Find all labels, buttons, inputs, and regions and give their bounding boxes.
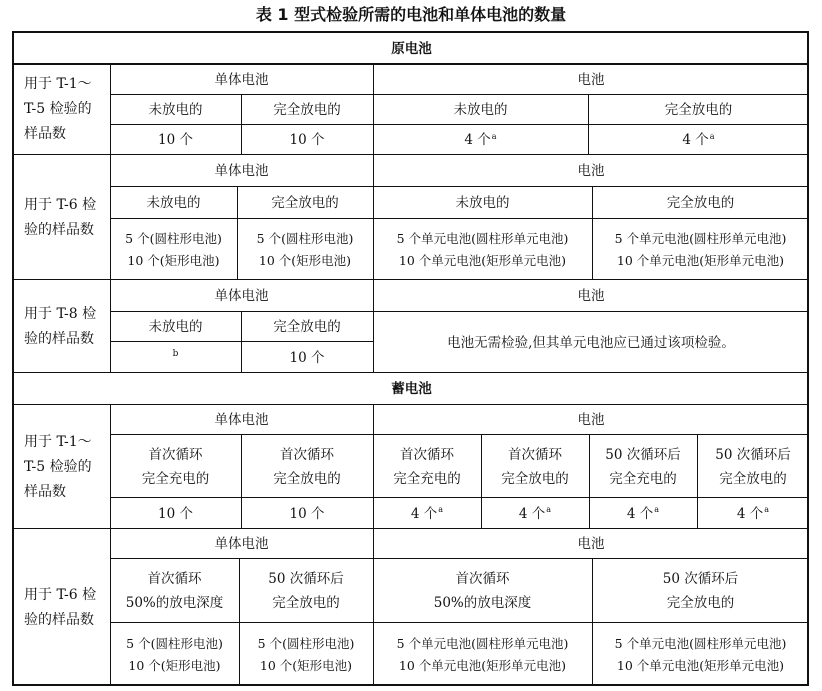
header-line: 50 次循环后 — [715, 446, 791, 463]
header-line: 首次循环 — [147, 571, 202, 587]
header-line: 50%的放电深度 — [125, 595, 224, 611]
grid-line — [14, 528, 809, 529]
value-cell — [481, 498, 589, 529]
row-label-line: 用于 T-1～ — [24, 433, 92, 450]
value-cell — [588, 125, 809, 155]
value-cell: 10 个 — [158, 505, 193, 522]
row-label-primary-t1t5 — [14, 64, 110, 155]
col-header-discharged: 完全放电的 — [666, 195, 735, 211]
group-header-single-cell: 单体电池 — [214, 288, 269, 304]
col-header-undischarged: 未放电的 — [148, 319, 203, 335]
row-label-primary-t8 — [14, 280, 110, 373]
value-line: 5 个单元电池(圆柱形单元电池) — [396, 230, 569, 246]
row-label-primary-t6 — [14, 155, 110, 280]
col-header-first-cycle-charged — [110, 435, 241, 498]
header-line: 首次循环 — [455, 571, 510, 587]
grid-line — [481, 435, 482, 529]
group-header-battery: 电池 — [577, 288, 605, 304]
col-header-first-cycle-50pct-dod — [110, 559, 239, 623]
grid-line — [110, 405, 111, 686]
footnote-mark-a: a — [709, 131, 715, 141]
header-line: 完全放电的 — [666, 595, 735, 611]
grid-line — [697, 435, 698, 529]
grid-line — [110, 558, 809, 559]
col-header-undischarged: 未放电的 — [148, 102, 203, 118]
value-cell — [239, 623, 373, 686]
col-header-first-cycle-discharged — [481, 435, 589, 498]
value-line: 5 个(圆柱形电池) — [125, 230, 222, 246]
grid-line — [373, 405, 374, 686]
value-cell — [373, 623, 592, 686]
row-label-secondary-t1t5 — [14, 405, 110, 529]
header-line: 完全放电的 — [273, 470, 341, 487]
value-text: 4 个 — [682, 132, 709, 148]
group-header-battery: 电池 — [577, 163, 605, 179]
header-line: 完全充电的 — [141, 470, 210, 487]
value-text: 4 个 — [626, 505, 654, 522]
value-text: 4 个 — [410, 505, 438, 522]
value-line: 10 个(矩形电池) — [128, 657, 221, 673]
col-header-50-cycles-discharged — [592, 559, 809, 623]
value-line: 10 个单元电池(矩形单元电池) — [398, 252, 567, 268]
col-header-discharged: 完全放电的 — [664, 102, 733, 118]
header-line: 50 次循环后 — [268, 571, 344, 587]
value-text: 4 个 — [518, 505, 546, 522]
row-label-secondary-t6 — [14, 529, 110, 686]
col-header-undischarged: 未放电的 — [453, 102, 508, 118]
group-header-battery: 电池 — [577, 536, 605, 552]
footnote-mark-a: a — [491, 131, 497, 141]
value-cell — [237, 219, 373, 280]
grid-line — [592, 187, 593, 280]
header-line: 首次循环 — [280, 446, 334, 463]
col-header-50-cycles-discharged — [239, 559, 373, 623]
grid-line — [14, 279, 809, 280]
row-label-line: 样品数 — [24, 483, 66, 500]
group-header-single-cell: 单体电池 — [214, 71, 269, 88]
value-cell — [697, 498, 809, 529]
section-header-secondary: 蓄电池 — [391, 381, 432, 397]
row-label-line: 用于 T-6 检 — [24, 586, 97, 603]
col-header-50-cycles-charged — [589, 435, 697, 498]
col-header-discharged: 完全放电的 — [273, 319, 341, 335]
footnote-mark-a: a — [654, 505, 660, 514]
header-line: 完全充电的 — [393, 470, 461, 487]
grid-line — [588, 95, 589, 155]
header-line: 50%的放电深度 — [433, 595, 532, 611]
col-header-undischarged: 未放电的 — [455, 195, 510, 211]
row-label-line: 样品数 — [24, 126, 66, 142]
group-header-battery: 电池 — [577, 412, 605, 428]
footnote-mark-b: b — [172, 348, 179, 359]
section-header-primary: 原电池 — [391, 40, 432, 57]
grid-line — [110, 622, 809, 623]
grid-line — [110, 311, 809, 312]
header-line: 首次循环 — [508, 446, 562, 463]
grid-line — [241, 95, 242, 155]
value-line: 10 个单元电池(矩形单元电池) — [616, 657, 785, 673]
row-label-line: 验的样品数 — [24, 611, 94, 628]
row-label-line: 用于 T-1～ — [24, 76, 92, 92]
value-cell — [592, 623, 809, 686]
header-line: 完全充电的 — [609, 470, 677, 487]
value-cell: 10 个 — [289, 349, 325, 366]
group-header-single-cell: 单体电池 — [214, 412, 269, 428]
header-line: 首次循环 — [400, 446, 454, 463]
col-header-discharged: 完全放电的 — [273, 102, 341, 118]
value-line: 5 个单元电池(圆柱形单元电池) — [614, 635, 787, 651]
value-cell — [589, 498, 697, 529]
value-line: 5 个(圆柱形电池) — [256, 230, 354, 246]
value-line: 5 个单元电池(圆柱形单元电池) — [396, 635, 569, 651]
value-cell — [110, 623, 239, 686]
grid-line — [589, 435, 590, 529]
footnote-mark-a: a — [764, 505, 770, 514]
group-header-single-cell: 单体电池 — [214, 536, 269, 552]
grid-line — [239, 559, 240, 686]
grid-line — [14, 63, 809, 65]
grid-line — [110, 218, 809, 219]
value-cell — [110, 219, 237, 280]
table-title: 表 1 型式检验所需的电池和单体电池的数量 — [255, 5, 567, 24]
battery-note: 电池无需检验,但其单元电池应已通过该项检验。 — [447, 334, 735, 351]
header-line: 50 次循环后 — [662, 571, 739, 587]
value-line: 10 个(矩形电池) — [259, 657, 353, 673]
group-header-battery: 电池 — [577, 71, 605, 88]
grid-line — [373, 64, 374, 373]
header-line: 完全放电的 — [272, 595, 340, 611]
header-line: 首次循环 — [148, 446, 203, 463]
grid-line — [14, 404, 809, 405]
value-line: 10 个(矩形电池) — [258, 252, 352, 268]
value-text: 4 个 — [736, 505, 764, 522]
row-label-line: 验的样品数 — [24, 330, 94, 347]
value-cell — [373, 219, 592, 280]
row-label-line: T-5 检验的 — [24, 458, 92, 475]
row-label-line: 验的样品数 — [24, 221, 94, 238]
grid-line — [110, 186, 809, 187]
grid-line — [110, 64, 111, 373]
header-line: 50 次循环后 — [605, 446, 681, 463]
header-line: 完全放电的 — [719, 470, 787, 487]
grid-line — [592, 559, 593, 686]
value-cell: 10 个 — [289, 505, 325, 522]
grid-line — [110, 497, 809, 498]
value-line: 5 个(圆柱形电池) — [257, 635, 355, 651]
grid-line — [241, 435, 242, 529]
value-text: 4 个 — [464, 132, 491, 148]
value-line: 5 个单元电池(圆柱形单元电池) — [614, 230, 787, 246]
col-header-discharged: 完全放电的 — [271, 195, 339, 211]
grid-line — [14, 154, 809, 155]
value-cell — [110, 342, 241, 373]
col-header-undischarged: 未放电的 — [146, 195, 201, 211]
grid-line — [14, 372, 809, 373]
sample-quantity-table — [12, 31, 809, 686]
footnote-mark-a: a — [438, 505, 444, 514]
col-header-first-cycle-50pct-dod — [373, 559, 592, 623]
row-label-line: T-5 检验的 — [24, 101, 92, 117]
col-header-first-cycle-discharged — [241, 435, 373, 498]
grid-line — [237, 187, 238, 280]
grid-line — [110, 434, 809, 435]
footnote-mark-a: a — [546, 505, 552, 514]
row-label-line: 用于 T-6 检 — [24, 196, 97, 213]
value-cell — [373, 498, 481, 529]
col-header-50-cycles-discharged — [697, 435, 809, 498]
value-cell: 10 个 — [289, 132, 325, 148]
row-label-line: 用于 T-8 检 — [24, 305, 97, 322]
group-header-single-cell: 单体电池 — [214, 163, 269, 179]
value-cell — [592, 219, 809, 280]
grid-line — [241, 312, 242, 373]
header-line: 完全放电的 — [501, 470, 569, 487]
value-line: 10 个单元电池(矩形单元电池) — [616, 252, 785, 268]
value-cell — [373, 125, 588, 155]
value-line: 5 个(圆柱形电池) — [126, 635, 223, 651]
grid-line — [110, 124, 809, 125]
value-cell: 10 个 — [158, 132, 193, 148]
value-line: 10 个(矩形电池) — [127, 252, 220, 268]
col-header-first-cycle-charged — [373, 435, 481, 498]
value-line: 10 个单元电池(矩形单元电池) — [398, 657, 567, 673]
grid-line — [110, 94, 809, 95]
